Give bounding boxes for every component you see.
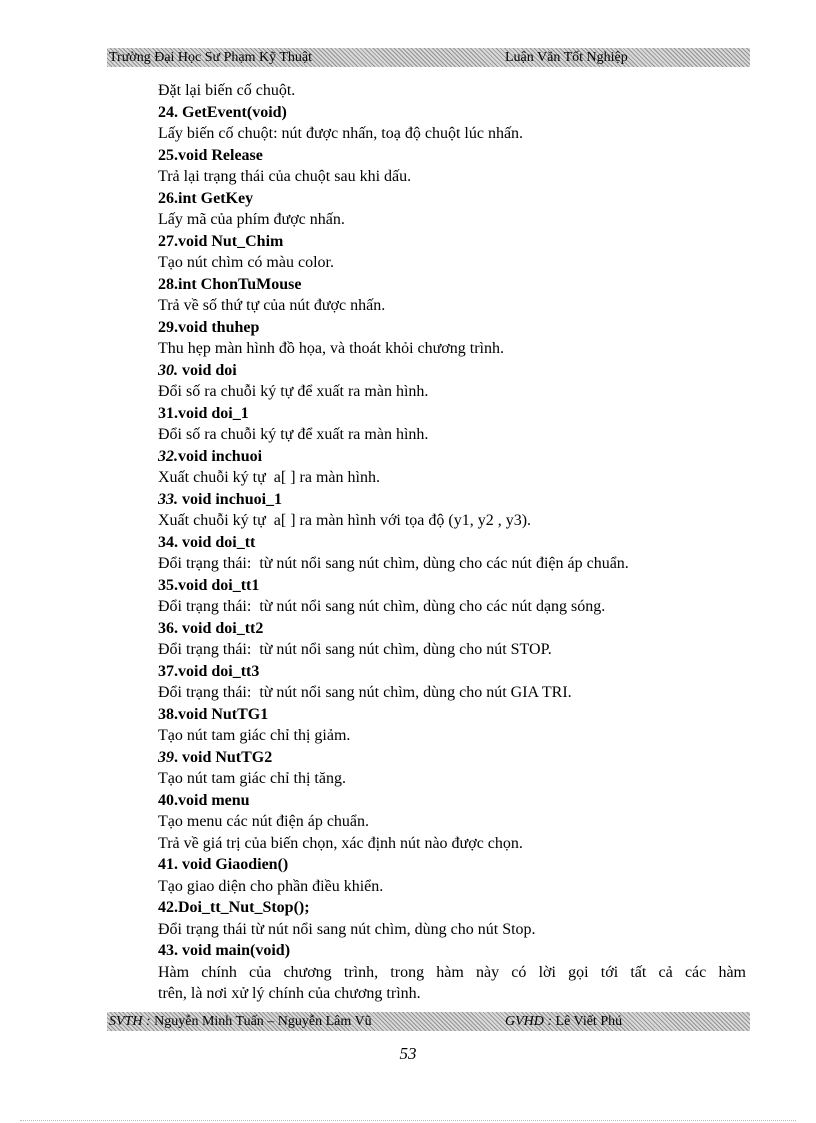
function-signature: void Giaodien() <box>178 856 289 873</box>
function-number: 38. <box>158 705 178 723</box>
function-number: 36. <box>158 619 178 637</box>
description-line: Đổi trạng thái: từ nút nổi sang nút chìm, dùng cho nút GIA TRI. <box>158 684 572 701</box>
description-line: Lấy biến cố chuột: nút được nhấn, toạ độ chuột lúc nhấn. <box>158 125 524 142</box>
function-title <box>158 661 746 683</box>
function-signature: void doi <box>178 361 237 379</box>
function-number: 24. <box>158 103 178 121</box>
function-description <box>158 424 746 446</box>
function-description <box>158 919 746 941</box>
function-description <box>158 209 746 231</box>
footer-svth-label: SVTH : <box>109 1014 151 1029</box>
description-line: Xuất chuỗi ký tự a[ ] ra màn hình. <box>158 469 380 486</box>
function-title <box>158 102 746 124</box>
function-signature: void menu <box>178 791 250 809</box>
function-description <box>158 962 746 1005</box>
function-title <box>158 489 746 511</box>
function-signature: void doi_tt <box>178 533 256 551</box>
function-description <box>158 295 746 317</box>
function-number: 30. <box>158 361 178 379</box>
function-title <box>158 854 746 876</box>
function-signature: void inchuoi <box>178 447 263 465</box>
function-title <box>158 231 746 253</box>
function-number: 25. <box>158 146 178 164</box>
function-description <box>158 811 746 854</box>
function-title <box>158 532 746 554</box>
page-footer <box>107 1012 750 1031</box>
page-bottom-rule <box>20 1120 796 1121</box>
function-title <box>158 618 746 640</box>
function-number: 37. <box>158 662 178 680</box>
function-title <box>158 360 746 382</box>
function-title <box>158 145 746 167</box>
description-line: Thu hẹp màn hình đồ họa, và thoát khỏi chương trình. <box>158 340 504 357</box>
footer-students <box>109 1012 372 1031</box>
function-signature: void Nut_Chim <box>178 232 284 250</box>
function-number: 34. <box>158 533 178 551</box>
description-line: Tạo giao diện cho phần điều khiển. <box>158 877 384 895</box>
function-description <box>158 252 746 274</box>
function-title <box>158 274 746 296</box>
function-description <box>158 510 746 532</box>
function-signature: int GetKey <box>178 189 254 207</box>
description-line: Tạo menu các nút điện áp chuẩn. <box>158 813 370 830</box>
description-line: trên, là nơi xử lý chính của chương trình. <box>158 985 421 1002</box>
page-number: 53 <box>399 1044 417 1063</box>
function-number: 40. <box>158 791 178 809</box>
description-line: Tạo nút tam giác chỉ thị tăng. <box>158 770 346 787</box>
function-signature: void NutTG1 <box>178 705 269 723</box>
function-description <box>158 467 746 489</box>
function-number: 31. <box>158 404 178 422</box>
function-title <box>158 704 746 726</box>
description-line: Lấy mã của phím được nhấn. <box>158 211 345 228</box>
function-title <box>158 575 746 597</box>
function-signature: void doi_tt2 <box>178 619 264 637</box>
intro-line: Đặt lại biến cố chuột. <box>158 82 296 99</box>
function-signature: void thuhep <box>178 318 260 336</box>
description-line: Đổi trạng thái: từ nút nổi sang nút chìm, dùng cho các nút dạng sóng. <box>158 598 606 615</box>
function-number: 28. <box>158 275 178 293</box>
function-number: 35. <box>158 576 178 594</box>
function-number: 32. <box>158 447 178 465</box>
footer-gvhd-label: GVHD : <box>505 1014 553 1029</box>
function-title <box>158 897 746 919</box>
description-line: Tạo nút tam giác chỉ thị giảm. <box>158 727 351 744</box>
function-signature: void inchuoi_1 <box>178 490 283 508</box>
function-description <box>158 166 746 188</box>
description-line: Trả về giá trị của biến chọn, xác định nút nào được chọn. <box>158 834 523 852</box>
function-description <box>158 639 746 661</box>
function-number: 33. <box>158 490 178 508</box>
function-signature: void Release <box>178 146 263 164</box>
function-signature: void doi_1 <box>178 404 249 422</box>
function-title <box>158 188 746 210</box>
footer-advisor <box>505 1012 622 1031</box>
description-line: Đổi số ra chuỗi ký tự để xuất ra màn hình. <box>158 426 429 443</box>
header-thesis-title: Luận Văn Tốt Nghiệp <box>505 50 628 65</box>
function-number: 39 <box>158 748 174 766</box>
function-title <box>158 747 746 769</box>
function-signature: int ChonTuMouse <box>178 275 302 293</box>
page-header <box>107 48 750 67</box>
function-number: 27. <box>158 232 178 250</box>
function-signature: . void NutTG2 <box>174 748 273 766</box>
function-number: 41. <box>158 856 178 873</box>
function-description <box>158 725 746 747</box>
function-description <box>158 123 746 145</box>
description-line: Trả về số thứ tự của nút được nhấn. <box>158 297 386 314</box>
function-description <box>158 596 746 618</box>
description-line: Xuất chuỗi ký tự a[ ] ra màn hình với tọa độ (y1, y2 , y3). <box>158 512 532 529</box>
function-list <box>158 102 746 1005</box>
description-line: Đổi trạng thái từ nút nổi sang nút chìm, dùng cho nút Stop. <box>158 920 536 938</box>
function-description <box>158 876 746 898</box>
description-line: Đổi trạng thái: từ nút nổi sang nút chìm, dùng cho các nút điện áp chuẩn. <box>158 555 629 572</box>
description-line: Đổi trạng thái: từ nút nổi sang nút chìm, dùng cho nút STOP. <box>158 641 552 658</box>
function-description <box>158 682 746 704</box>
function-number: 26. <box>158 189 178 207</box>
function-description <box>158 381 746 403</box>
footer-gvhd-name: Lê Viết Phú <box>552 1014 623 1029</box>
function-number: 29. <box>158 318 178 336</box>
description-line: Trả lại trạng thái của chuột sau khi dấu. <box>158 168 412 185</box>
header-school: Trường Đại Học Sư Phạm Kỹ Thuật <box>109 50 313 65</box>
description-line: Hàm chính của chương trình, trong hàm này có lời gọi tới tất cả các hàm <box>158 963 746 981</box>
function-title <box>158 940 746 962</box>
function-description <box>158 768 746 790</box>
footer-svth-names: Nguyễn Minh Tuấn – Nguyễn Lâm Vũ <box>150 1014 372 1029</box>
function-signature: Doi_tt_Nut_Stop(); <box>178 899 310 916</box>
function-number: 42. <box>158 899 178 916</box>
function-title <box>158 790 746 812</box>
function-signature: void doi_tt3 <box>178 662 260 680</box>
description-line: Tạo nút chìm có màu color. <box>158 254 334 271</box>
function-signature: void doi_tt1 <box>178 576 260 594</box>
function-signature: void main(void) <box>178 942 291 959</box>
document-body <box>158 80 746 1005</box>
description-line: Đổi số ra chuỗi ký tự để xuất ra màn hình. <box>158 383 429 400</box>
function-number: 43. <box>158 942 178 959</box>
function-signature: GetEvent(void) <box>178 103 287 121</box>
function-description <box>158 553 746 575</box>
function-title <box>158 403 746 425</box>
function-description <box>158 338 746 360</box>
function-title <box>158 317 746 339</box>
function-title <box>158 446 746 468</box>
